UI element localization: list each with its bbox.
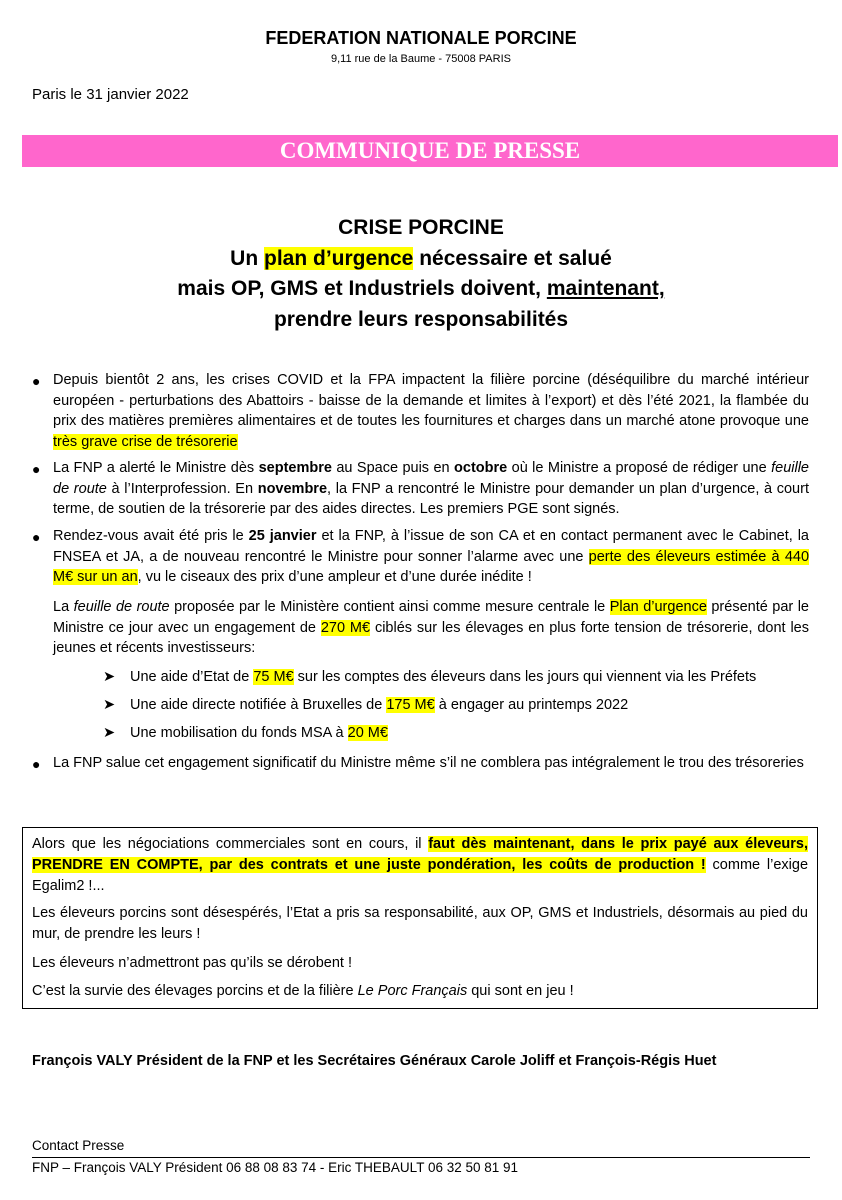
paragraph-text: comme l’exige Egalim2 !...: [32, 857, 809, 894]
paragraph-text: , la FNP a rencontré le Ministre pour demander un plan d’urgence, à court terme, de soutien de la trésorerie par des aides directes. Les premiers PGE sont signés.: [53, 480, 809, 517]
paragraph-text: Une aide directe notifiée à Bruxelles de: [130, 697, 387, 713]
headline-line-1: CRISE PORCINE: [338, 216, 504, 239]
highlight-text: 20 M€: [347, 725, 388, 741]
headline-line-2: [0, 244, 842, 275]
paragraph-text: sur les comptes des éleveurs dans les jours qui viennent via les Préfets: [293, 669, 757, 685]
headline-line-3: [0, 274, 842, 305]
bold-text: 25 janvier: [248, 528, 317, 544]
paragraph-text: et la FNP, à l’issue de son CA et en contact permanent avec le Cabinet, la FNSEA et JA, a de nouveau rencontré le Ministre pour sonner l’alarme avec une: [53, 528, 809, 565]
highlight-text: Plan d’urgence: [609, 599, 707, 615]
paragraph-text: Depuis bientôt 2 ans, les crises COVID et la FPA impactent la filière porcine (déséquilibre du marché intérieur européen - perturbations des Abattoirs - baisse de la demande et limites à l’export) et dès l’été 2021, la flambée du prix des matières premières alimentaires et de toutes les fournitures et charges dans un marché atone provoque une: [53, 372, 809, 429]
paragraph-text: proposée par le Ministère contient ainsi comme mesure centrale le: [169, 599, 610, 615]
signature: François VALY Président de la FNP et les Secrétaires Généraux Carole Joliff et François-Régis Huet: [32, 1053, 717, 1069]
paragraph-text: à engager au printemps 2022: [434, 697, 629, 713]
paragraph-text: Une aide d’Etat de: [130, 669, 254, 685]
italic-text: feuille de route: [73, 599, 170, 615]
headline-text: Un: [230, 246, 264, 270]
bullet-dot-icon: ●: [32, 529, 41, 545]
paragraph-text: , vu le ciseaux des prix d’une ampleur et d’une durée inédite !: [137, 569, 532, 585]
bullet-dot-icon: ●: [32, 756, 41, 772]
bullet-paragraph-1: [53, 370, 809, 452]
paragraph-text: au Space puis en: [331, 460, 455, 476]
sub-item-3: [103, 723, 388, 743]
box-paragraph-2: Les éleveurs porcins sont désespérés, l’Etat a pris sa responsabilité, aux OP, GMS et Industriels, désormais au pied du mur, de prendre les leurs !: [32, 905, 808, 942]
paragraph-text: Rendez-vous avait été pris le: [53, 528, 249, 544]
contact-line: FNP – François VALY Président 06 88 08 83 74 - Eric THEBAULT 06 32 50 81 91: [32, 1160, 519, 1175]
organization-address: 9,11 rue de la Baume - 75008 PARIS: [331, 53, 511, 65]
highlight-text: faut dès maintenant, dans le prix payé aux éleveurs, PRENDRE EN COMPTE, par des contrats et une juste pondération, les coûts de production !: [32, 836, 809, 873]
highlight-text: 175 M€: [386, 697, 435, 713]
banner-title: COMMUNIQUE DE PRESSE: [279, 138, 581, 163]
bold-text: octobre: [454, 460, 508, 476]
headline-underlined: maintenant,: [546, 277, 665, 300]
arrow-head-icon: ➤: [103, 697, 116, 713]
bold-text: septembre: [258, 460, 332, 476]
date-line: [32, 86, 189, 103]
headline-highlight: plan d’urgence: [264, 246, 414, 270]
paragraph-text: La: [53, 599, 74, 615]
arrow-head-icon: ➤: [103, 669, 116, 685]
highlight-text: très grave crise de trésorerie: [53, 433, 238, 450]
highlight-text: 75 M€: [253, 669, 294, 685]
paragraph-text: où le Ministre a proposé de rédiger une: [507, 460, 772, 476]
box-paragraph-1: [32, 834, 808, 897]
paragraph-text: Alors que les négociations commerciales sont en cours, il: [32, 836, 429, 852]
bold-text: novembre: [257, 480, 328, 497]
headline: [0, 213, 842, 335]
paragraph-text: à l’Interprofession. En: [106, 480, 258, 497]
contact-divider: [32, 1157, 810, 1158]
paragraph-text: C’est la survie des élevages porcins et de la filière: [32, 983, 358, 999]
press-release-banner: [22, 135, 838, 167]
paragraph-text: La FNP a alerté le Ministre dès: [53, 460, 259, 476]
organization-name: FEDERATION NATIONALE PORCINE: [265, 28, 577, 48]
roadmap-paragraph: [53, 597, 809, 659]
highlight-text: perte des éleveurs estimée à 440 M€ sur un an: [53, 548, 810, 585]
sub-item-1: [103, 667, 756, 687]
italic-text: Le Porc Français: [357, 983, 468, 999]
bullet-dot-icon: ●: [32, 373, 41, 389]
arrow-head-icon: ➤: [103, 725, 116, 741]
paragraph-text: présenté par le Ministre ce jour avec un engagement de: [53, 599, 809, 636]
paragraph-text: ciblés sur les élevages en plus forte tension de trésorerie, dont les jeunes et récents investisseurs:: [53, 619, 809, 656]
box-paragraph-3: Les éleveurs n’admettront pas qu’ils se dérobent !: [32, 955, 352, 971]
headline-line-4: prendre leurs responsabilités: [273, 307, 569, 331]
highlight-text: 270 M€: [320, 619, 371, 636]
contact-label: Contact Presse: [32, 1138, 125, 1153]
bullet-paragraph-3: [53, 526, 809, 588]
call-to-action-box: [22, 827, 818, 1009]
italic-text: feuille de route: [53, 460, 809, 497]
bullet-paragraph-2: [53, 458, 809, 520]
date-value: 31 janvier 2022: [86, 86, 189, 103]
date-prefix: Paris le: [32, 86, 87, 103]
box-paragraph-4: [32, 981, 808, 1002]
paragraph-text: qui sont en jeu !: [467, 983, 574, 999]
headline-text: mais OP, GMS et Industriels doivent,: [177, 277, 547, 300]
bullet-paragraph-4: La FNP salue cet engagement significatif du Ministre même s’il ne comblera pas intégralement le trou des trésoreries: [53, 755, 804, 771]
paragraph-text: Une mobilisation du fonds MSA à: [130, 725, 348, 741]
bullet-dot-icon: ●: [32, 461, 41, 477]
headline-text: nécessaire et salué: [413, 246, 612, 270]
sub-item-2: [103, 695, 628, 715]
